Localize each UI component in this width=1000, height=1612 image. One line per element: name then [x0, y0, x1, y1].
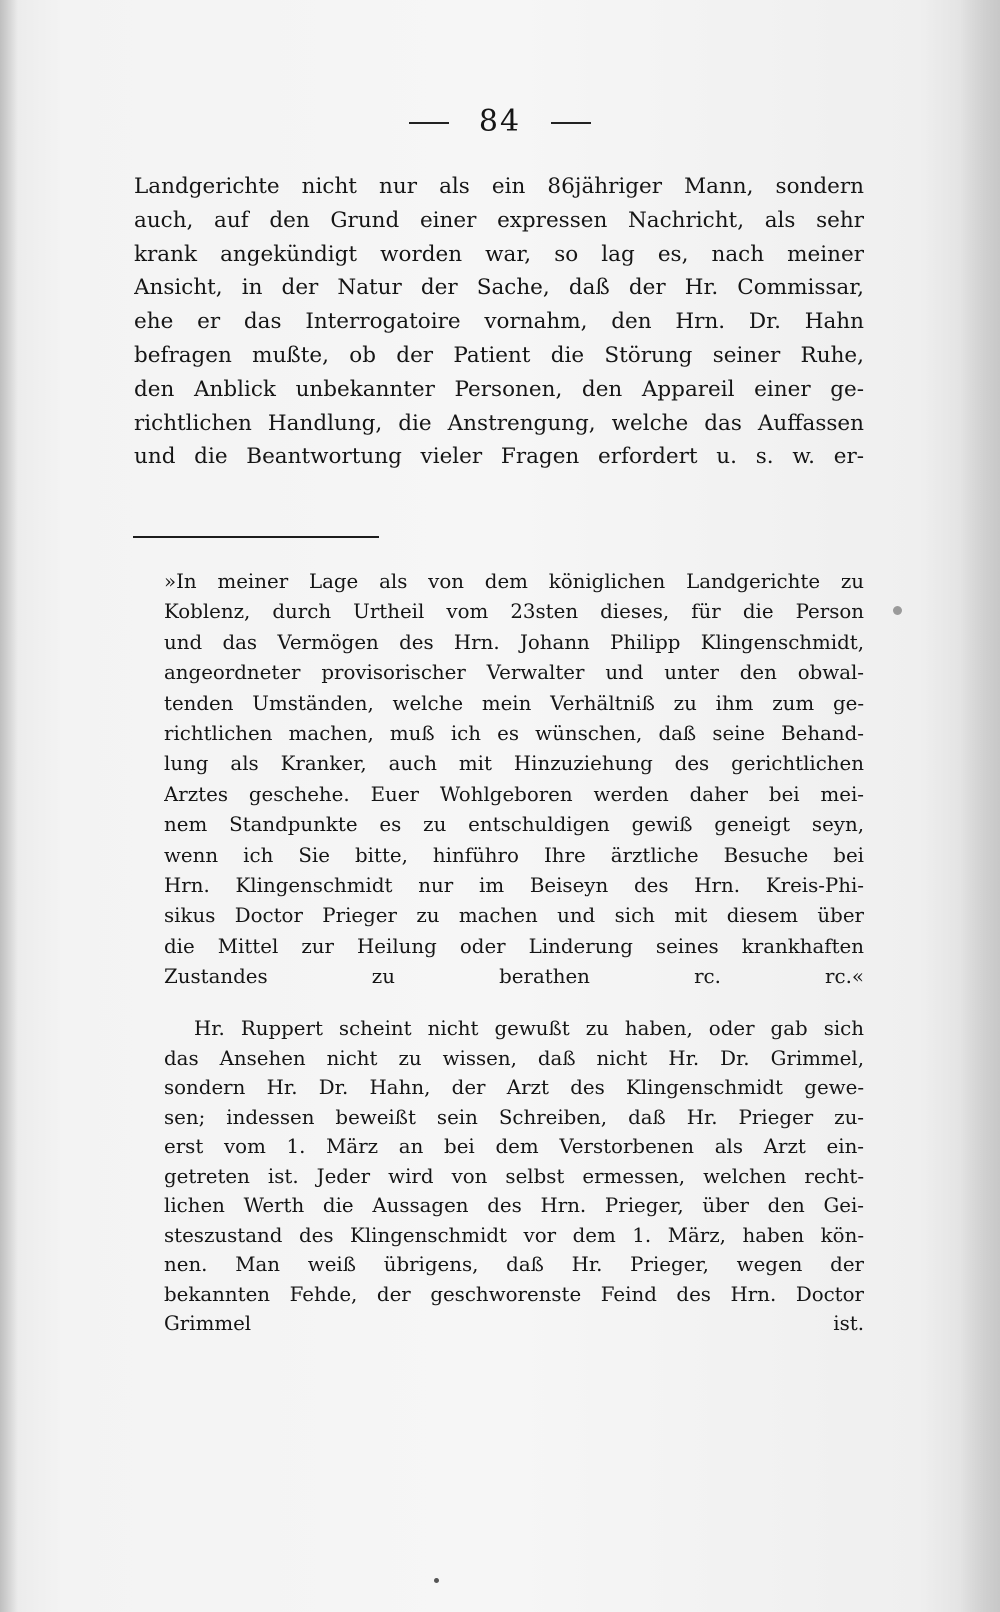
footnote-rule [133, 536, 379, 538]
text-line: Ansicht, in der Natur der Sache, daß der Hr. Commissar, [134, 275, 864, 301]
paragraph-line: steszustand des Klingenschmidt vor dem 1. März, haben kön- [164, 1223, 864, 1247]
paragraph-line: bekannten Fehde, der geschworenste Feind des Hrn. Doctor [164, 1282, 864, 1306]
footnote-line: lung als Kranker, auch mit Hinzuziehung des gerichtlichen [164, 752, 864, 776]
paragraph [164, 1014, 864, 1339]
footnote-line: angeordneter provisorischer Verwalter und unter den obwal- [164, 661, 864, 685]
text-line: und die Beantwortung vieler Fragen erfordert u. s. w. er- [134, 444, 864, 470]
paragraph-line: Grimmel ist. [164, 1312, 864, 1335]
footnote-line: Arztes geschehe. Euer Wohlgeboren werden daher bei mei- [164, 782, 864, 806]
main-text [134, 170, 864, 474]
text-line: auch, auf den Grund einer expressen Nachricht, als sehr [134, 207, 864, 233]
edge-shadow [960, 0, 1000, 1612]
text-line: krank angekündigt worden war, so lag es, nach meiner [134, 241, 864, 267]
paragraph-line: Hr. Ruppert scheint nicht gewußt zu haben, oder gab sich [194, 1017, 864, 1040]
ink-speck [434, 1578, 439, 1583]
paragraph-line: getreten ist. Jeder wird von selbst ermessen, welchen recht- [164, 1164, 864, 1188]
paragraph-line: nen. Man weiß übrigens, daß Hr. Prieger, wegen der [164, 1253, 864, 1276]
footnote [164, 567, 864, 992]
footnote-line: nem Standpunkte es zu entschuldigen gewiß geneigt seyn, [164, 813, 864, 837]
paragraph-line: erst vom 1. März an bei dem Verstorbenen als Arzt ein- [164, 1135, 864, 1158]
footnote-line: Zustandes zu berathen rc. rc.« [164, 965, 864, 989]
footnote-line: tenden Umständen, welche mein Verhältniß zu ihm zum ge- [164, 691, 864, 715]
header-dash-right [551, 122, 591, 124]
footnote-line: wenn ich Sie bitte, hinführo Ihre ärztliche Besuche bei [164, 843, 864, 867]
footnote-line: und das Vermögen des Hrn. Johann Philipp Klingenschmidt, [164, 630, 864, 654]
header-dash-left [409, 122, 449, 124]
paragraph-line: das Ansehen nicht zu wissen, daß nicht Hr. Dr. Grimmel, [164, 1046, 864, 1070]
text-line: ehe er das Interrogatoire vornahm, den Hrn. Dr. Hahn [134, 309, 864, 335]
footnote-line: Hrn. Klingenschmidt nur im Beiseyn des Hrn. Kreis-Phi- [164, 873, 864, 897]
ink-speck [893, 606, 902, 615]
text-line: befragen mußte, ob der Patient die Störung seiner Ruhe, [134, 342, 864, 368]
spine-shadow [0, 0, 18, 1612]
page-number: 84 [478, 104, 522, 139]
footnote-line: richtlichen machen, muß ich es wünschen, daß seine Behand- [164, 721, 864, 745]
page-header [0, 104, 1000, 139]
footnote-line: »In meiner Lage als von dem königlichen Landgerichte zu [164, 570, 864, 593]
paragraph-line: sondern Hr. Dr. Hahn, der Arzt des Klingenschmidt gewe- [164, 1076, 864, 1099]
text-line: den Anblick unbekannter Personen, den Appareil einer ge- [134, 376, 864, 402]
text-line: richtlichen Handlung, die Anstrengung, welche das Auffassen [134, 410, 864, 436]
footnote-line: Koblenz, durch Urtheil vom 23sten dieses, für die Person [164, 600, 864, 624]
text-line: Landgerichte nicht nur als ein 86jähriger Mann, sondern [134, 174, 864, 199]
paragraph-line: lichen Werth die Aussagen des Hrn. Prieger, über den Gei- [164, 1194, 864, 1217]
paragraph-line: sen; indessen beweißt sein Schreiben, daß Hr. Prieger zu- [164, 1105, 864, 1129]
footnote-line: sikus Doctor Prieger zu machen und sich mit diesem über [164, 904, 864, 928]
footnote-line: die Mittel zur Heilung oder Linderung seines krankhaften [164, 934, 864, 958]
